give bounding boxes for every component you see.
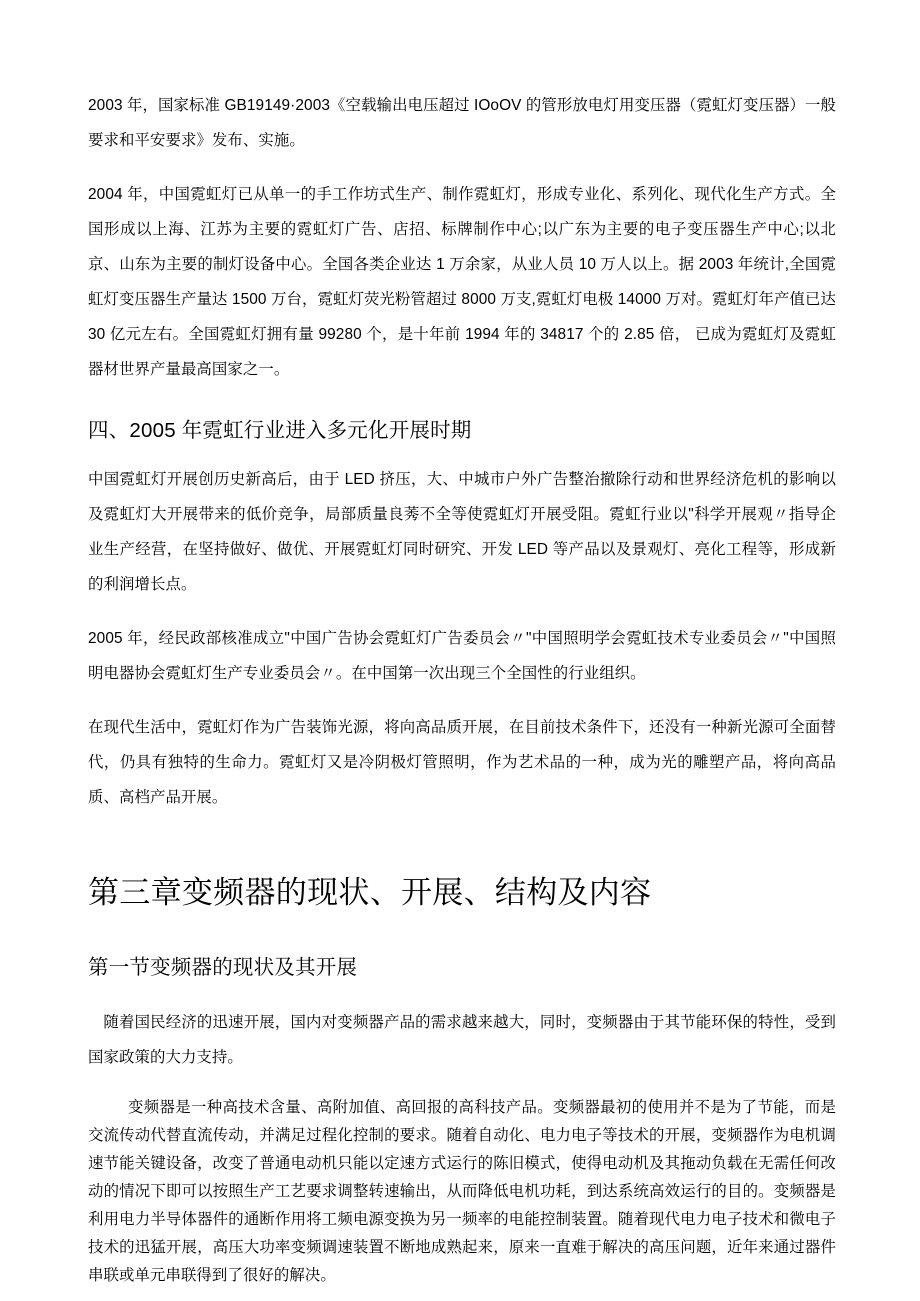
heading-subsection-one: 第一节变频器的现状及其开展 [88, 956, 358, 979]
heading-section-four: 四、2005 年霓虹行业进入多元化开展时期 [88, 419, 472, 442]
document-content [88, 88, 836, 1290]
paragraph-market-demand: 随着国民经济的迅速开展，国内对变频器产品的需求越来越大，同时，变频器由于其节能环保的特性，受到国家政策的大力支持。 [88, 1014, 836, 1066]
paragraph-associations-2005: 2005 年，经民政部核准成立"中国广告协会霓虹灯广告委员会〃"中国照明学会霓虹技术专业委员会〃"中国照明电器协会霓虹灯生产专业委员会〃。在中国第一次出现三个全国性的行业组织。 [88, 630, 836, 682]
paragraph-vfd-introduction: 变频器是一种高技术含量、高附加值、高回报的高科技产品。变频器最初的使用并不是为了节能，而是交流传动代替直流传动，并满足过程化控制的要求。随着自动化、电力电子等技术的开展，变频器作为电机调速节能关键设备，改变了普通电动机只能以定速方式运行的陈旧模式，使得电动机及其拖动负载在无需任何改动的情况下即可以按照生产工艺要求调整转速输出，从而降低电机功耗，到达系统高效运行的目的。变频器是利用电力半导体器件的通断作用将工频电源变换为另一频率的电能控制装置。随着现代电力电子技术和微电子技术的迅猛开展，高压大功率变频调速装置不断地成熟起来，原来一直难于解决的高压问题，近年来通过器件串联或单元串联得到了很好的解决。 [88, 1099, 836, 1284]
paragraph-industry-2004: 2004 年，中国霓虹灯已从单一的手工作坊式生产、制作霓虹灯，形成专业化、系列化、现代化生产方式。全国形成以上海、江苏为主要的霓虹灯广告、店招、标牌制作中心;以广东为主要的电子变压器生产中心;以北京、山东为主要的制灯设备中心。全国各类企业达 1 万余家，从业人员 10 万人以上。据 2003 年统计,全国霓虹灯变压器生产量达 1500 万台，霓虹灯荧光粉管超过 8000 万支,霓虹灯电极 14000 万对。霓虹灯年产值已达 30 亿元左右。全国霓虹灯拥有量 99280 个，是十年前 1994 年的 34817 个的 2.85 倍， 已成为霓虹灯及霓虹器材世界产量最高国家之一。 [88, 186, 836, 378]
paragraph-led-pressure: 中国霓虹灯开展创历史新高后，由于 LED 挤压，大、中城市户外广告整治撤除行动和世界经济危机的影响以及霓虹灯大开展带来的低价竞争，局部质量良莠不全等使霓虹灯开展受阻。霓虹行业以"科学开展观〃指导企业生产经营，在坚持做好、做优、开展霓虹灯同时研究、开发 LED 等产品以及景观灯、亮化工程等，形成新的利润增长点。 [88, 471, 836, 593]
paragraph-modern-life: 在现代生活中，霓虹灯作为广告装饰光源，将向高品质开展，在目前技术条件下，还没有一种新光源可全面替代，仍具有独特的生命力。霓虹灯又是冷阴极灯管照明，作为艺术品的一种，成为光的雕塑产品，将向高品质、高档产品开展。 [88, 719, 836, 806]
heading-chapter-three: 第三章变频器的现状、开展、结构及内容 [88, 875, 652, 910]
paragraph-gb-standard-2003: 2003 年，国家标准 GB19149·2003《空载输出电压超过 IOoOV 的管形放电灯用变压器（霓虹灯变压器）一般要求和平安要求》发布、实施。 [88, 97, 836, 149]
